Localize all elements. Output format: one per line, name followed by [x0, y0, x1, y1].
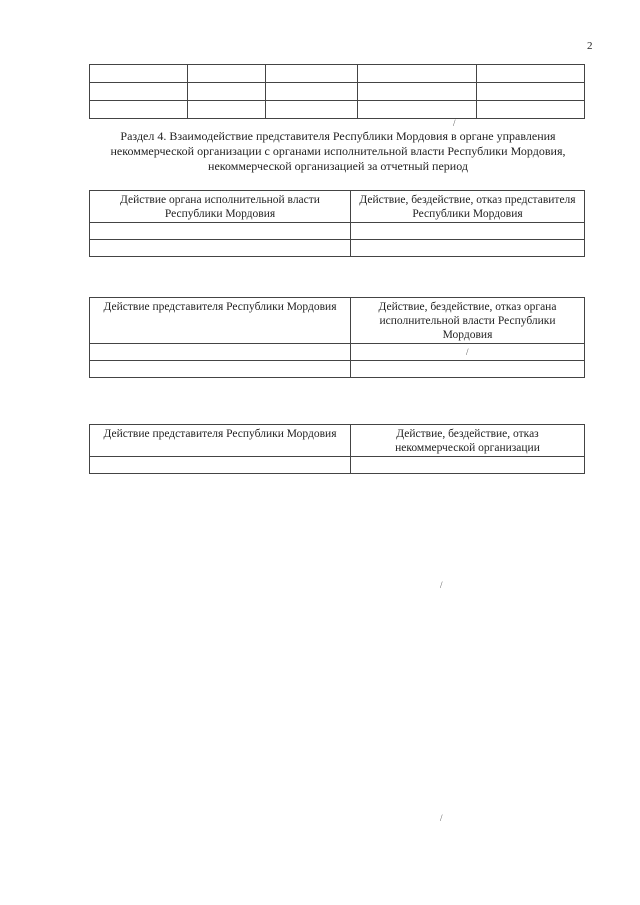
table-row [90, 223, 585, 240]
table-cell [351, 361, 585, 378]
column-header: Действие органа исполнительной власти Республики Мордовия [90, 191, 351, 223]
table-cell [358, 101, 477, 119]
interaction-table-3 [89, 424, 585, 474]
table-cell [477, 83, 585, 101]
table-cell [477, 65, 585, 83]
table-row [90, 240, 585, 257]
scan-mark: / [440, 813, 443, 823]
table-cell [90, 83, 188, 101]
scan-mark: / [453, 118, 456, 128]
table-row [90, 361, 585, 378]
table-row [90, 344, 585, 361]
table-cell [266, 65, 358, 83]
table-cell [188, 65, 266, 83]
table-cell [188, 101, 266, 119]
column-header: Действие представителя Республики Мордовия [90, 298, 351, 344]
table-header-row [90, 298, 585, 344]
table-cell [351, 223, 585, 240]
table-cell [90, 240, 351, 257]
table-row [90, 457, 585, 474]
interaction-table-1 [89, 190, 585, 257]
table-row [90, 65, 585, 83]
column-header: Действие, бездействие, отказ органа исполнительной власти Республики Мордовия [351, 298, 585, 344]
table-row [90, 101, 585, 119]
table-cell [90, 65, 188, 83]
scan-mark: / [466, 347, 469, 357]
table-cell [90, 101, 188, 119]
table-header-row [90, 425, 585, 457]
table-cell [351, 457, 585, 474]
table-cell [90, 344, 351, 361]
table-cell [358, 83, 477, 101]
table-cell [358, 65, 477, 83]
table-cell [477, 101, 585, 119]
page-number: 2 [587, 40, 593, 52]
column-header: Действие представителя Республики Мордовия [90, 425, 351, 457]
table-header-row [90, 191, 585, 223]
table-cell [90, 223, 351, 240]
table-row [90, 83, 585, 101]
table-cell [188, 83, 266, 101]
table-cell [351, 240, 585, 257]
scan-mark: / [440, 580, 443, 590]
table-cell [266, 101, 358, 119]
interaction-table-2 [89, 297, 585, 378]
table-cell [90, 457, 351, 474]
column-header: Действие, бездействие, отказ представителя Республики Мордовия [351, 191, 585, 223]
continued-table [89, 64, 585, 119]
table-cell [90, 361, 351, 378]
table-cell [266, 83, 358, 101]
section-heading: Раздел 4. Взаимодействие представителя Республики Мордовия в органе управления некоммерческой организации с органами исполнительной власти Республики Мордовия, некоммерческой организацией за отчетный период [110, 129, 566, 173]
column-header: Действие, бездействие, отказ некоммерческой организации [351, 425, 585, 457]
